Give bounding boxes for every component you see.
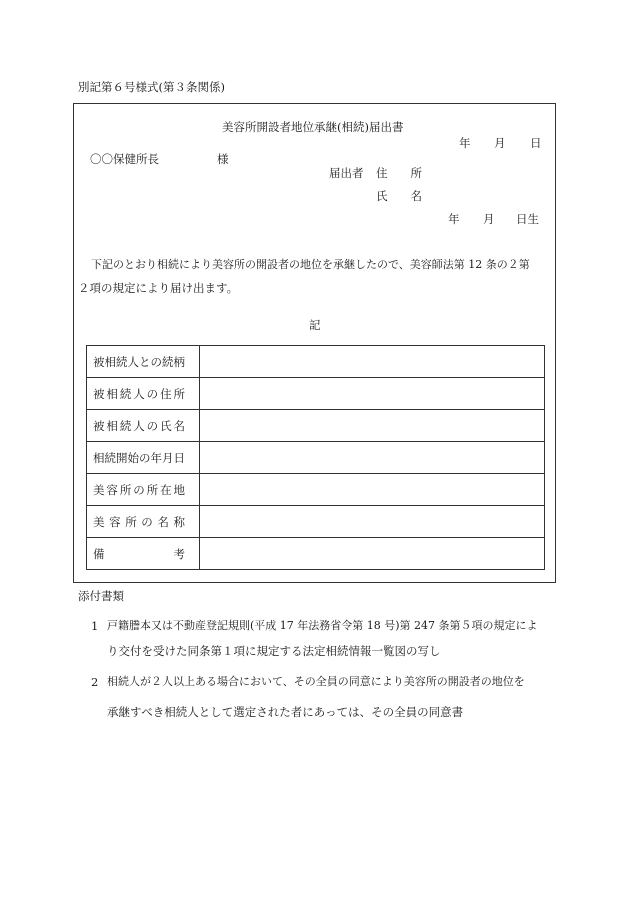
salon-location-field[interactable]	[200, 474, 545, 506]
salon-name-field[interactable]	[200, 506, 545, 538]
addressee-honorific: 様	[217, 152, 229, 166]
date-year: 年	[459, 136, 471, 150]
attachments-heading: 添付書類	[78, 589, 124, 603]
table-row	[87, 346, 545, 378]
body-text-line2: ２項の規定により届け出ます。	[78, 281, 239, 295]
date-month: 月	[494, 136, 506, 150]
address-label: 住 所	[376, 166, 422, 180]
attachment-1-line2: り交付を受けた同条第１項に規定する法定相続情報一覧図の写し	[107, 644, 441, 658]
attachment-number-2: 2	[91, 675, 99, 689]
table-row	[87, 442, 545, 474]
row-label-salon-location: 美容所の所在地	[87, 474, 200, 506]
attachment-1-line1: 戸籍謄本又は不動産登記規則(平成 17 年法務省令第 18 号)第 247 条第５項の規定によ	[107, 619, 538, 632]
name-label: 氏 名	[376, 189, 422, 203]
applicant-label: 届出者	[329, 166, 364, 180]
info-table	[86, 345, 545, 570]
ki-heading: 記	[309, 318, 321, 332]
body-text-line1: 下記のとおり相続により美容所の開設者の地位を承継したので、美容師法第 12 条の２第	[91, 258, 530, 271]
date-day: 日	[530, 136, 542, 150]
table-row	[87, 538, 545, 570]
attachment-2-line2: 承継すべき相続人として選定された者にあっては、その全員の同意書	[107, 705, 464, 719]
birth-month: 月	[483, 212, 495, 226]
row-label-salon-name: 美容所の名称	[87, 506, 200, 538]
relationship-field[interactable]	[200, 346, 545, 378]
decedent-name-field[interactable]	[200, 410, 545, 442]
table-row	[87, 410, 545, 442]
row-label-remarks: 備 考	[87, 538, 200, 570]
inheritance-date-field[interactable]	[200, 442, 545, 474]
table-row	[87, 474, 545, 506]
decedent-address-field[interactable]	[200, 378, 545, 410]
birth-day: 日生	[516, 212, 539, 226]
form-id: 別記第６号様式(第３条関係)	[78, 80, 225, 94]
table-row	[87, 378, 545, 410]
table-row	[87, 506, 545, 538]
row-label-decedent-name: 被相続人の氏名	[87, 410, 200, 442]
birth-year: 年	[448, 212, 460, 226]
form-title: 美容所開設者地位承継(相続)届出書	[222, 120, 404, 134]
row-label-inheritance-date: 相続開始の年月日	[87, 442, 200, 474]
attachment-number-1: 1	[91, 619, 99, 633]
row-label-relationship: 被相続人との続柄	[87, 346, 200, 378]
addressee-office: 〇〇保健所長	[90, 152, 159, 166]
remarks-field[interactable]	[200, 538, 545, 570]
attachment-2-line1: 相続人が２人以上ある場合において、その全員の同意により美容所の開設者の地位を	[107, 675, 525, 688]
row-label-decedent-address: 被相続人の住所	[87, 378, 200, 410]
